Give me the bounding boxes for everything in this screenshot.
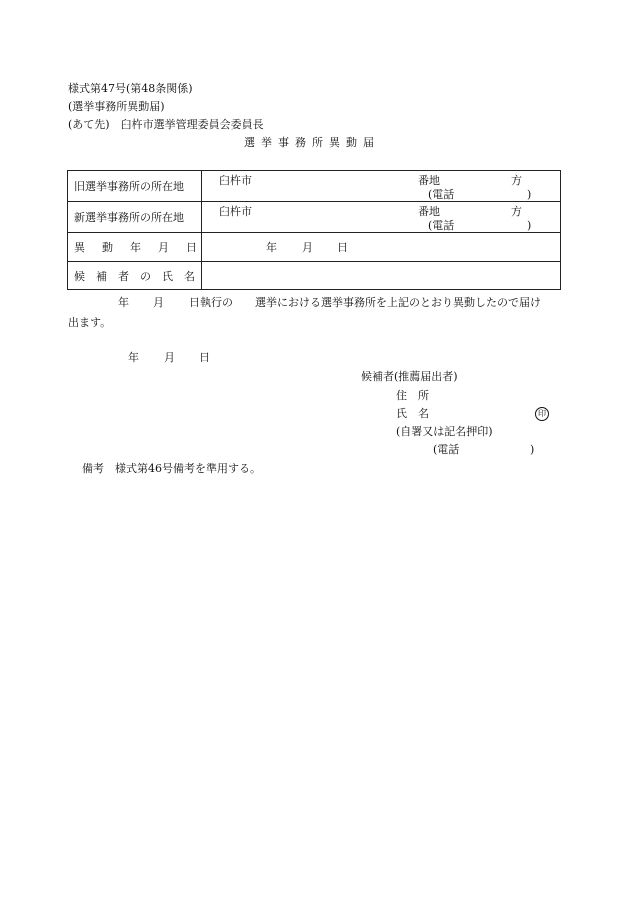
date-day: 日 [337, 241, 348, 254]
new-office-banchi: 番地 [418, 205, 440, 218]
new-office-label: 新選挙事務所の所在地 [74, 211, 184, 224]
submit-year: 年 [128, 351, 139, 364]
new-office-row [68, 202, 561, 233]
date-row [68, 233, 561, 262]
date-value-cell[interactable] [202, 233, 561, 262]
form-name: (選挙事務所異動届) [68, 100, 165, 113]
document-title: 選挙事務所異動届 [244, 136, 380, 149]
body-month: 月 [153, 296, 164, 309]
date-year: 年 [266, 241, 277, 254]
submit-day: 日 [199, 351, 210, 364]
date-month: 月 [302, 241, 313, 254]
old-office-row [68, 171, 561, 202]
seal-mark [535, 406, 549, 421]
new-office-phone-close: ) [527, 219, 532, 232]
seal-icon: 印 [535, 407, 549, 421]
signature-note: (自署又は記名押印) [396, 425, 493, 438]
old-office-value-cell[interactable] [202, 171, 561, 202]
date-label-cell [68, 233, 214, 262]
candidate-row [68, 262, 561, 290]
old-office-banchi: 番地 [418, 174, 440, 187]
old-office-label: 旧選挙事務所の所在地 [74, 180, 184, 193]
old-office-phone-close: ) [527, 188, 532, 201]
body-text-continued: 出ます。 [68, 316, 112, 329]
new-office-label-cell [68, 202, 202, 233]
signer-phone-close: ) [530, 443, 535, 456]
old-office-city: 臼杵市 [219, 174, 252, 187]
old-office-kata: 方 [511, 174, 522, 187]
old-office-label-cell [68, 171, 202, 202]
new-office-phone-open: (電話 [428, 219, 455, 232]
candidate-label-cell [68, 262, 206, 290]
candidate-name-cell[interactable] [202, 262, 561, 290]
candidate-label: 候補者の氏名 [74, 270, 206, 283]
addressee: (あて先) 臼杵市選挙管理委員会委員長 [68, 118, 264, 131]
submit-month: 月 [164, 351, 175, 364]
remarks: 備考 様式第46号備考を準用する。 [82, 462, 261, 475]
signer-name-label: 氏 名 [396, 407, 429, 420]
old-office-phone-open: (電話 [428, 188, 455, 201]
new-office-value-cell[interactable] [202, 202, 561, 233]
new-office-kata: 方 [511, 205, 522, 218]
body-text: 日執行の 選挙における選挙事務所を上記のとおり異動したので届け [189, 296, 541, 309]
form-number: 様式第47号(第48条関係) [68, 82, 193, 95]
date-label: 異動年月日 [74, 241, 214, 254]
new-office-city: 臼杵市 [219, 205, 252, 218]
signer-role: 候補者(推薦届出者) [361, 370, 458, 383]
signer-phone-open: (電話 [433, 443, 460, 456]
signer-address-label: 住 所 [396, 389, 429, 402]
notification-table [67, 170, 561, 290]
body-year: 年 [118, 296, 129, 309]
